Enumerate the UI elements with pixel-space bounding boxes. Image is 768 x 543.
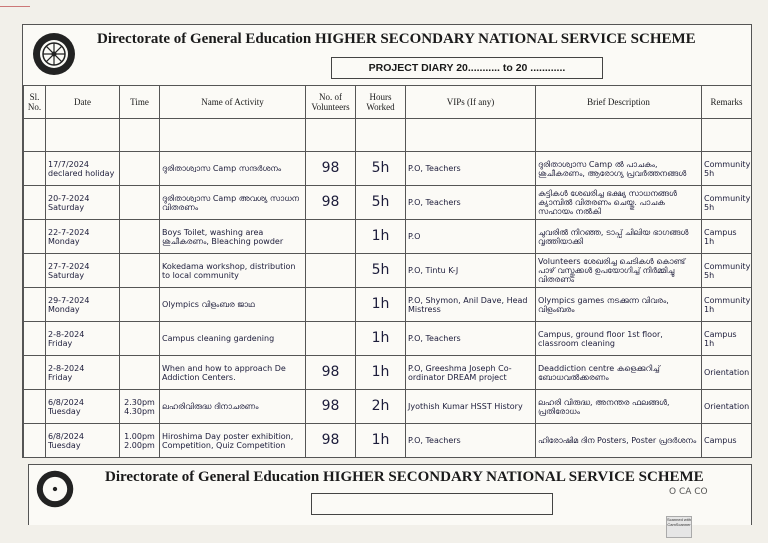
description-cell: Deaddiction centre കളെക്കുറിച്ച് ബോധവൽക്കരണം: [536, 356, 702, 390]
date-cell: 22-7-2024 Monday: [46, 220, 120, 254]
vips-cell: P.O, Teachers: [406, 424, 536, 458]
volunteers-cell: [306, 220, 356, 254]
nss-emblem-icon: [31, 31, 77, 77]
volunteers-cell: [306, 254, 356, 288]
hours-cell: 5h: [356, 254, 406, 288]
remarks-cell: Community 5h: [702, 152, 752, 186]
activity-cell: ദുരിതാശ്വാസ Camp അവശ്യ സാധന വിതരണം: [160, 186, 306, 220]
activity-cell: Olympics വിളംബര ജാഥ: [160, 288, 306, 322]
time-cell: 2.30pm 4.30pm: [120, 390, 160, 424]
col-date: Date: [46, 86, 120, 119]
volunteers-cell: [306, 288, 356, 322]
vips-cell: P.O, Teachers: [406, 186, 536, 220]
vips-cell: P.O: [406, 220, 536, 254]
table-row: [24, 390, 752, 424]
description-cell: Volunteers ശേഖരിച്ച ചെടികൾ കൊണ്ട് പാഴ് വസ്തുക്കൾ ഉപയോഗിച്ച് നിർമ്മിച്ചു വിതരണം: [536, 254, 702, 288]
remarks-cell: Orientation: [702, 390, 752, 424]
table-row: [24, 356, 752, 390]
edge-mark: [0, 6, 30, 7]
table-row: [24, 254, 752, 288]
hours-cell: 1h: [356, 322, 406, 356]
sl-no-cell: [24, 152, 46, 186]
hours-cell: 1h: [356, 356, 406, 390]
remarks-cell: Community 5h: [702, 186, 752, 220]
time-cell: [120, 356, 160, 390]
description-cell: Olympics games നടക്കുന്ന വിവരം, വിളംബരം: [536, 288, 702, 322]
activity-cell: Kokedama workshop, distribution to local community: [160, 254, 306, 288]
next-page-title: Directorate of General Education HIGHER SECONDARY NATIONAL SERVICE SCHEME: [105, 469, 704, 485]
next-page-handwriting: O CA CO: [669, 487, 708, 497]
volunteers-cell: [306, 322, 356, 356]
time-cell: [120, 254, 160, 288]
hours-cell: 5h: [356, 186, 406, 220]
remarks-cell: Orientation: [702, 356, 752, 390]
date-cell: 2-8-2024 Friday: [46, 322, 120, 356]
description-cell: ദുരിതാശ്വാസ Camp ൽ പാചകം, ശുചീകരണം, ആരോഗ്യ പ്രവർത്തനങ്ങൾ: [536, 152, 702, 186]
date-cell: 2-8-2024 Friday: [46, 356, 120, 390]
scanner-watermark: Scanned with CamScanner: [666, 516, 692, 538]
volunteers-cell: 98: [306, 356, 356, 390]
table-row: [24, 152, 752, 186]
table-row: [24, 220, 752, 254]
activity-cell: Boys Toilet, washing area ശുചീകരണം, Bleaching powder: [160, 220, 306, 254]
sl-no-cell: [24, 220, 46, 254]
vips-cell: P.O, Teachers: [406, 152, 536, 186]
remarks-cell: Community 5h: [702, 254, 752, 288]
activity-cell: ലഹരിവിരുദ്ധ ദിനാചരണം: [160, 390, 306, 424]
description-cell: ചുവരിൽ നിറഞ്ഞ, ടാപ്പ് ചിലിയ ഭാഗങ്ങൾ വൃത്തിയാക്കി: [536, 220, 702, 254]
time-cell: [120, 186, 160, 220]
diary-sheet: [22, 24, 752, 458]
col-remarks: Remarks: [702, 86, 752, 119]
sl-no-cell: [24, 356, 46, 390]
table-row: [24, 288, 752, 322]
sl-no-cell: [24, 254, 46, 288]
activity-cell: When and how to approach De Addiction Centers.: [160, 356, 306, 390]
project-diary-period: PROJECT DIARY 20........... to 20 ............: [331, 57, 603, 79]
time-cell: [120, 322, 160, 356]
sl-no-cell: [24, 322, 46, 356]
vips-cell: P.O, Shymon, Anil Dave, Head Mistress: [406, 288, 536, 322]
diary-table: [23, 85, 752, 458]
volunteers-cell: 98: [306, 152, 356, 186]
nss-emblem-icon: [35, 469, 75, 509]
description-cell: Campus, ground floor 1st floor, classroom cleaning: [536, 322, 702, 356]
vips-cell: P.O, Tintu K-J: [406, 254, 536, 288]
description-cell: ലഹരി വിരുദ്ധ, അനന്തര ഫലങ്ങൾ, പ്രതിരോധം: [536, 390, 702, 424]
remarks-cell: Community 1h: [702, 288, 752, 322]
activity-cell: ദുരിതാശ്വാസ Camp സന്ദർശനം: [160, 152, 306, 186]
volunteers-cell: 98: [306, 186, 356, 220]
volunteers-cell: 98: [306, 424, 356, 458]
description-cell: കുട്ടികൾ ശേഖരിച്ച ഭക്ഷ്യ സാധനങ്ങൾ ക്യാമ്പിൽ വിതരണം ചെയ്തു. പാചക സഹായം നൽകി: [536, 186, 702, 220]
table-row-blank: [24, 119, 752, 152]
col-description: Brief Description: [536, 86, 702, 119]
next-page-sheet: [28, 464, 752, 525]
activity-cell: Campus cleaning gardening: [160, 322, 306, 356]
sl-no-cell: [24, 186, 46, 220]
col-time: Time: [120, 86, 160, 119]
time-cell: [120, 152, 160, 186]
hours-cell: 2h: [356, 390, 406, 424]
page-title: Directorate of General Education HIGHER SECONDARY NATIONAL SERVICE SCHEME: [97, 31, 696, 47]
col-volunteers: No. of Volunteers: [306, 86, 356, 119]
date-cell: 6/8/2024 Tuesday: [46, 424, 120, 458]
date-cell: 29-7-2024 Monday: [46, 288, 120, 322]
remarks-cell: Campus 1h: [702, 220, 752, 254]
activity-cell: Hiroshima Day poster exhibition, Competition, Quiz Competition: [160, 424, 306, 458]
col-activity: Name of Activity: [160, 86, 306, 119]
table-row: [24, 186, 752, 220]
description-cell: ഹിരോഷിമ ദിന Posters, Poster പ്രദർശനം: [536, 424, 702, 458]
time-cell: 1.00pm 2.00pm: [120, 424, 160, 458]
table-row: [24, 424, 752, 458]
hours-cell: 1h: [356, 288, 406, 322]
col-vips: VIPs (If any): [406, 86, 536, 119]
hours-cell: 1h: [356, 424, 406, 458]
table-row: [24, 322, 752, 356]
sl-no-cell: [24, 288, 46, 322]
next-page-period-box: [311, 493, 553, 515]
remarks-cell: Campus: [702, 424, 752, 458]
hours-cell: 1h: [356, 220, 406, 254]
remarks-cell: Campus 1h: [702, 322, 752, 356]
time-cell: [120, 220, 160, 254]
date-cell: 6/8/2024 Tuesday: [46, 390, 120, 424]
time-cell: [120, 288, 160, 322]
date-cell: 20-7-2024 Saturday: [46, 186, 120, 220]
sl-no-cell: [24, 424, 46, 458]
hours-cell: 5h: [356, 152, 406, 186]
col-hours: Hours Worked: [356, 86, 406, 119]
volunteers-cell: 98: [306, 390, 356, 424]
sl-no-cell: [24, 390, 46, 424]
vips-cell: P.O, Greeshma Joseph Co-ordinator DREAM project: [406, 356, 536, 390]
col-sl-no: Sl. No.: [24, 86, 46, 119]
date-cell: 27-7-2024 Saturday: [46, 254, 120, 288]
vips-cell: Jyothish Kumar HSST History: [406, 390, 536, 424]
table-header: [24, 86, 752, 119]
date-cell: 17/7/2024 declared holiday: [46, 152, 120, 186]
vips-cell: P.O, Teachers: [406, 322, 536, 356]
